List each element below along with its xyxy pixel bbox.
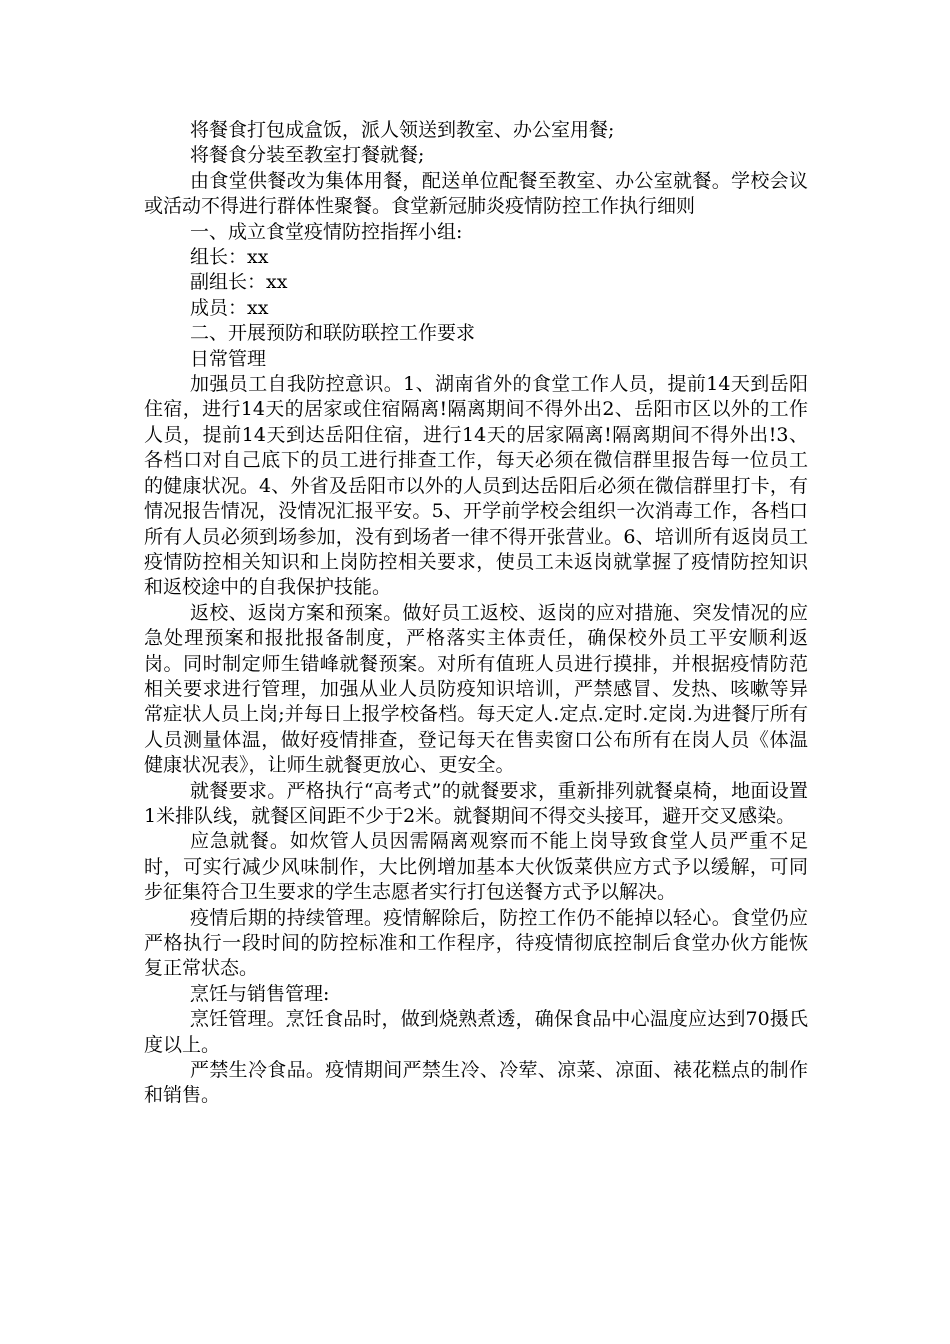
section-heading: 一、成立食堂疫情防控指挥小组: [190, 220, 463, 243]
paragraph: 应急就餐。如炊管人员因需隔离观察而不能上岗导致食堂人员严重不足时，可实行减少风味制作，大比例增加基本大伙饭菜供应方式予以缓解，可同步征集符合卫生要求的学生志愿者实行打包送餐方式予以解决。 [144, 830, 808, 904]
section-heading: 二、开展预防和联防联控工作要求 [190, 322, 476, 345]
paragraph: 加强员工自我防控意识。1、湖南省外的食堂工作人员，提前14天到岳阳住宿，进行14天的居家或住宿隔离!隔离期间不得外出2、岳阳市区以外的工作人员，提前14天到达岳阳住宿，进行14天的居家隔离!隔离期间不得外出!3、各档口对自己底下的员工进行排查工作，每天必须在微信群里报告每一位员工的健康状况。4、外省及岳阳市以外的人员到达岳阳后必须在微信群里打卡，有情况报告情况，没情况汇报平安。5、开学前学校会组织一次消毒工作，各档口所有人员必须到场参加，没有到场者一律不得开张营业。6、培训所有返岗员工疫情防控相关知识和上岗防控相关要求，使员工未返岗就掌握了疫情防控知识和返校途中的自我保护技能。 [144, 373, 808, 599]
paragraph: 烹饪管理。烹饪食品时，做到烧熟煮透，确保食品中心温度应达到70摄氏度以上。 [144, 1008, 808, 1056]
subsection-heading: 日常管理 [190, 347, 267, 370]
paragraph: 由食堂供餐改为集体用餐，配送单位配餐至教室、办公室就餐。学校会议或活动不得进行群体性聚餐。食堂新冠肺炎疫情防控工作执行细则 [144, 169, 808, 218]
paragraph: 组长：xx [190, 246, 269, 269]
paragraph: 就餐要求。严格执行“高考式”的就餐要求，重新排列就餐桌椅，地面设置1米排队线，就餐区间距不少于2米。就餐期间不得交头接耳，避开交叉感染。 [144, 779, 808, 827]
paragraph: 副组长：xx [190, 271, 288, 294]
paragraph: 成员：xx [190, 296, 269, 319]
paragraph: 将餐食分装至教室打餐就餐; [190, 144, 425, 167]
paragraph: 疫情后期的持续管理。疫情解除后，防控工作仍不能掉以轻心。食堂仍应严格执行一段时间的防控标准和工作程序，待疫情彻底控制后食堂办伙方能恢复正常状态。 [144, 906, 808, 980]
paragraph: 将餐食打包成盒饭，派人领送到教室、办公室用餐; [190, 119, 615, 141]
paragraph: 返校、返岗方案和预案。做好员工返校、返岗的应对措施、突发情况的应急处理预案和报批报备制度，严格落实主体责任，确保校外员工平安顺利返岗。同时制定师生错峰就餐预案。对所有值班人员进行摸排，并根据疫情防范相关要求进行管理，加强从业人员防疫知识培训，严禁感冒、发热、咳嗽等异常症状人员上岗;并每日上报学校备档。每天定人.定点.定时.定岗.为进餐厅所有人员测量体温，做好疫情排查，登记每天在售卖窗口公布所有在岗人员《体温健康状况表》，让师生就餐更放心、更安全。 [144, 601, 808, 777]
subsection-heading: 烹饪与销售管理: [190, 982, 330, 1005]
paragraph: 严禁生冷食品。疫情期间严禁生冷、冷荤、凉菜、凉面、裱花糕点的制作和销售。 [144, 1059, 808, 1107]
